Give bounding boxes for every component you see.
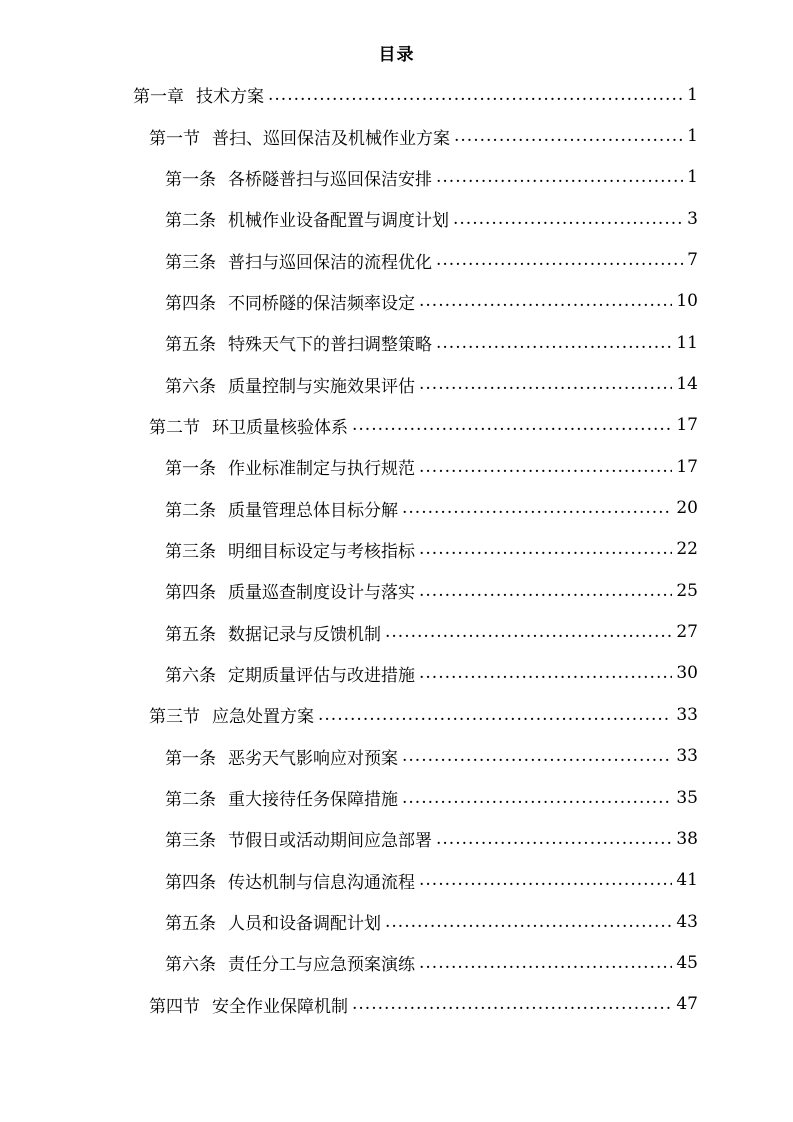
toc-entry[interactable] (0, 239, 698, 280)
toc-entry-page: 1 (687, 167, 698, 188)
toc-entry-number: 第三条 (165, 541, 216, 562)
toc-entry-number: 第六条 (165, 376, 216, 397)
toc-entry-page: 45 (676, 952, 698, 973)
toc-entry-page: 47 (676, 994, 698, 1015)
toc-entry-title: 普扫与巡回保洁的流程优化 (228, 252, 432, 273)
toc-entry[interactable] (0, 281, 698, 322)
toc-entry-page: 10 (676, 291, 698, 312)
dot-leader (454, 126, 683, 146)
toc-entry-title: 质量控制与实施效果评估 (228, 376, 415, 397)
toc-entry-page: 1 (687, 84, 698, 105)
toc-entry[interactable] (0, 198, 698, 239)
toc-entry[interactable] (0, 736, 698, 777)
toc-entry-title: 应急处置方案 (212, 707, 314, 728)
toc-entry[interactable] (0, 984, 698, 1025)
toc-entry[interactable] (0, 777, 698, 818)
toc-entry[interactable] (0, 322, 698, 363)
dot-leader (453, 209, 683, 229)
dot-leader (436, 829, 672, 849)
toc-entry-page: 35 (676, 787, 698, 808)
toc-entry-number: 第一条 (165, 459, 216, 480)
toc-entry-page: 33 (676, 704, 698, 725)
toc-entry[interactable] (0, 901, 698, 942)
dot-leader (402, 498, 672, 518)
toc-entry[interactable] (0, 611, 698, 652)
table-of-contents (0, 74, 793, 1025)
toc-entry-number: 第一条 (165, 169, 216, 190)
toc-entry-page: 27 (676, 622, 698, 643)
dot-leader (402, 746, 672, 766)
dot-leader (419, 457, 672, 477)
dot-leader (436, 333, 672, 353)
toc-entry[interactable] (0, 653, 698, 694)
toc-entry[interactable] (0, 446, 698, 487)
toc-entry-page: 20 (676, 498, 698, 519)
dot-leader (419, 291, 672, 311)
toc-entry-number: 第一节 (149, 128, 200, 149)
toc-entry-number: 第六条 (165, 665, 216, 686)
toc-entry-title: 重大接待任务保障措施 (228, 790, 398, 811)
toc-entry-page: 11 (676, 332, 698, 353)
dot-leader (268, 85, 683, 105)
toc-entry[interactable] (0, 860, 698, 901)
toc-entry[interactable] (0, 529, 698, 570)
toc-entry[interactable] (0, 115, 698, 156)
toc-entry-title: 特殊天气下的普扫调整策略 (228, 335, 432, 356)
dot-leader (352, 994, 672, 1014)
toc-entry-number: 第三条 (165, 831, 216, 852)
toc-entry-title: 各桥隧普扫与巡回保洁安排 (228, 169, 432, 190)
toc-entry-title: 节假日或活动期间应急部署 (228, 831, 432, 852)
toc-entry-page: 17 (676, 415, 698, 436)
toc-entry-number: 第四条 (165, 872, 216, 893)
toc-entry-page: 43 (676, 911, 698, 932)
toc-entry-page: 38 (676, 828, 698, 849)
toc-entry-title: 定期质量评估与改进措施 (228, 665, 415, 686)
dot-leader (419, 581, 672, 601)
dot-leader (436, 250, 683, 270)
dot-leader (352, 415, 672, 435)
toc-entry-number: 第五条 (165, 914, 216, 935)
toc-entry-title: 不同桥隧的保洁频率设定 (228, 293, 415, 314)
dot-leader (419, 953, 672, 973)
toc-entry-number: 第五条 (165, 624, 216, 645)
toc-entry-title: 传达机制与信息沟通流程 (228, 872, 415, 893)
toc-entry-number: 第一章 (133, 87, 184, 108)
toc-entry-title: 技术方案 (196, 87, 264, 108)
toc-entry-number: 第五条 (165, 335, 216, 356)
toc-entry-title: 机械作业设备配置与调度计划 (228, 211, 449, 232)
dot-leader (385, 622, 672, 642)
toc-entry-number: 第二条 (165, 790, 216, 811)
dot-leader (419, 663, 672, 683)
toc-entry-title: 人员和设备调配计划 (228, 914, 381, 935)
toc-entry-title: 质量管理总体目标分解 (228, 500, 398, 521)
toc-entry[interactable] (0, 942, 698, 983)
toc-entry-title: 环卫质量核验体系 (212, 417, 348, 438)
dot-leader (385, 912, 672, 932)
toc-entry[interactable] (0, 694, 698, 735)
toc-entry[interactable] (0, 363, 698, 404)
dot-leader (402, 788, 672, 808)
toc-entry-title: 明细目标设定与考核指标 (228, 541, 415, 562)
toc-entry-page: 3 (687, 208, 698, 229)
toc-entry[interactable] (0, 157, 698, 198)
toc-entry-title: 普扫、巡回保洁及机械作业方案 (212, 128, 450, 149)
toc-entry-page: 17 (676, 456, 698, 477)
dot-leader (436, 167, 683, 187)
toc-entry[interactable] (0, 570, 698, 611)
toc-entry-number: 第二条 (165, 211, 216, 232)
toc-entry-number: 第三节 (149, 707, 200, 728)
toc-entry-number: 第四节 (149, 996, 200, 1017)
toc-entry-page: 25 (676, 580, 698, 601)
toc-entry-number: 第四条 (165, 583, 216, 604)
toc-entry-title: 质量巡查制度设计与落实 (228, 583, 415, 604)
toc-entry-number: 第六条 (165, 955, 216, 976)
toc-entry-number: 第一条 (165, 748, 216, 769)
toc-entry-page: 1 (687, 126, 698, 147)
toc-entry[interactable] (0, 405, 698, 446)
toc-entry-title: 安全作业保障机制 (212, 996, 348, 1017)
toc-entry-number: 第三条 (165, 252, 216, 273)
toc-entry-number: 第四条 (165, 293, 216, 314)
toc-entry-number: 第二条 (165, 500, 216, 521)
toc-entry-page: 22 (676, 539, 698, 560)
toc-entry-number: 第二节 (149, 417, 200, 438)
dot-leader (419, 539, 672, 559)
toc-entry-title: 数据记录与反馈机制 (228, 624, 381, 645)
toc-entry-title: 责任分工与应急预案演练 (228, 955, 415, 976)
toc-entry-page: 30 (676, 663, 698, 684)
dot-leader (318, 705, 672, 725)
page-title: 目录 (378, 45, 415, 65)
toc-entry[interactable] (0, 74, 698, 115)
dot-leader (419, 374, 672, 394)
dot-leader (419, 870, 672, 890)
toc-entry-page: 41 (676, 870, 698, 891)
toc-entry-title: 恶劣天气影响应对预案 (228, 748, 398, 769)
toc-entry-title: 作业标准制定与执行规范 (228, 459, 415, 480)
toc-entry-page: 14 (676, 374, 698, 395)
toc-entry-page: 7 (687, 250, 698, 271)
toc-entry-page: 33 (676, 746, 698, 767)
toc-entry[interactable] (0, 487, 698, 528)
toc-entry[interactable] (0, 818, 698, 859)
